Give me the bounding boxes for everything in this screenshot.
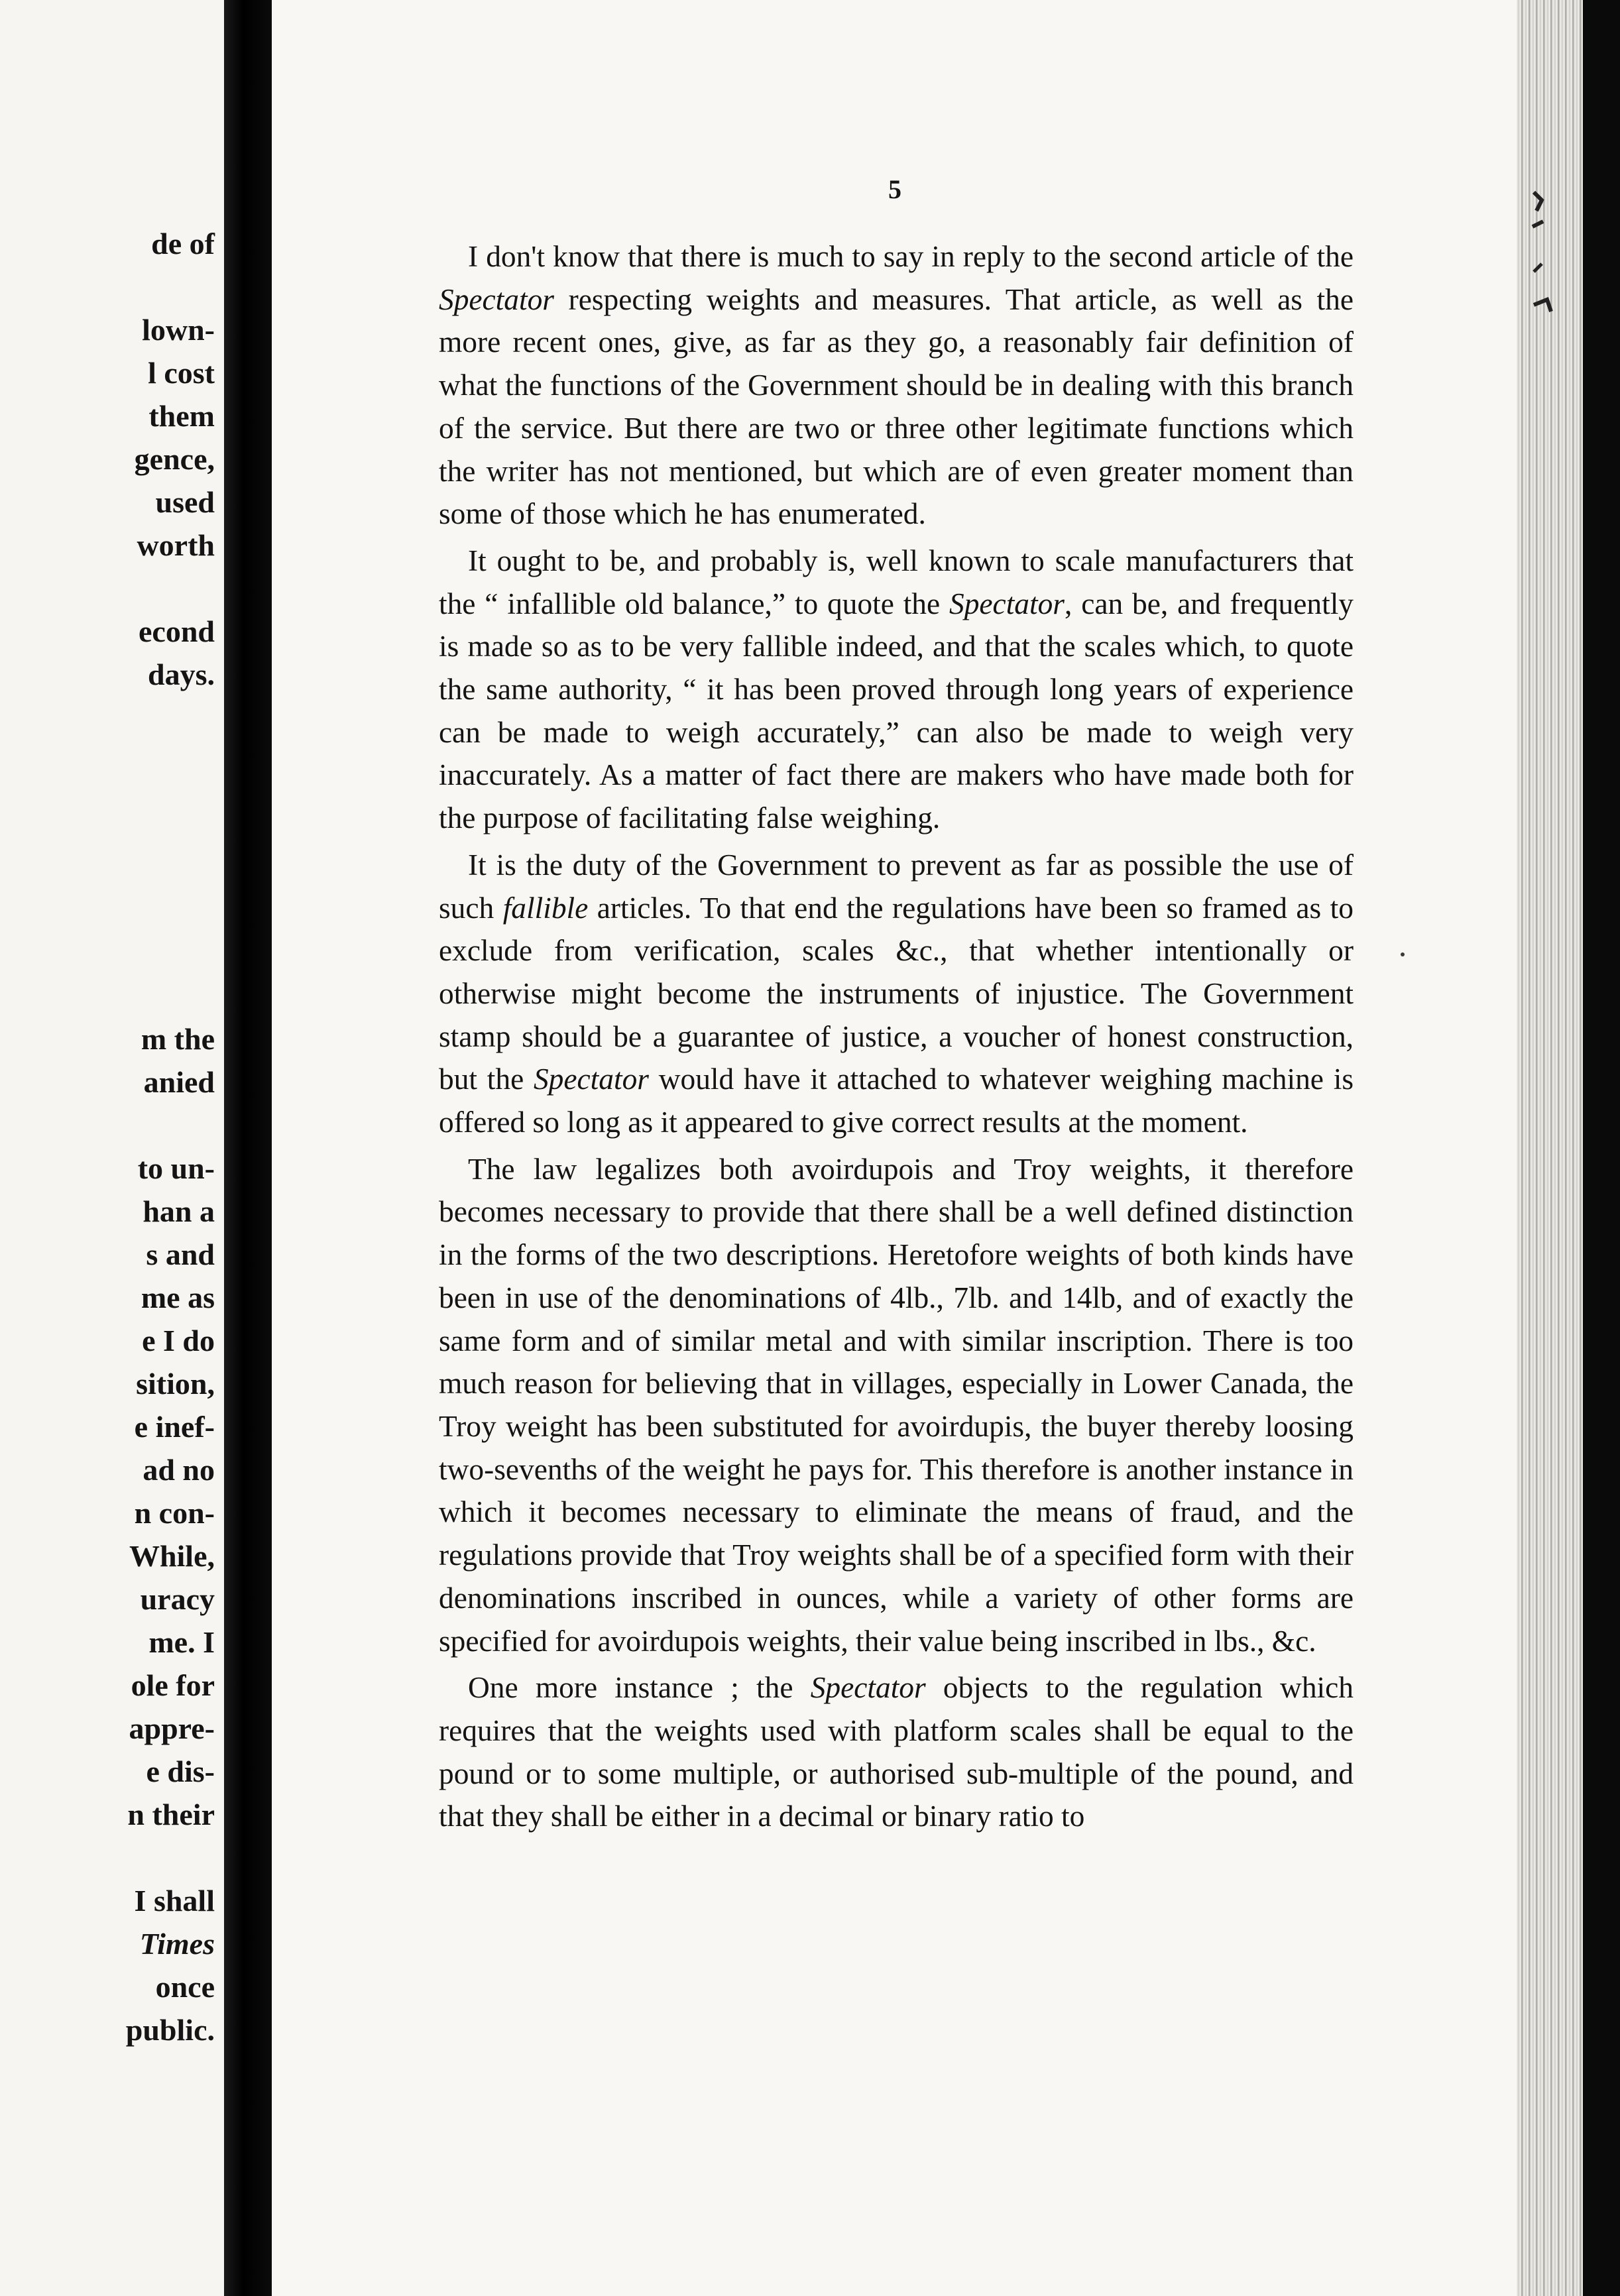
left-page-fragment: anied xyxy=(143,1065,215,1099)
paragraph xyxy=(439,1148,1354,1662)
left-page-fragment: han a xyxy=(143,1194,215,1228)
edge-mark xyxy=(1534,192,1542,211)
text-run: , can be, and frequently is made so as to be very fallible indeed, and that the scales which, to quote the same authority, “ it has been proved through long years of experience can be made to weigh accurately,” can also be made to weigh very inaccurately. As a matter of fact there are makers who have made both for the purpose of facilitating false weighing. xyxy=(439,587,1354,835)
left-page-fragment: uracy xyxy=(140,1582,215,1616)
italic-text: Spectator xyxy=(439,282,554,316)
left-page xyxy=(0,0,224,2296)
left-page-fragment: s and xyxy=(146,1237,215,1271)
ink-speck xyxy=(1401,952,1405,956)
left-page-fragment: them xyxy=(148,399,215,433)
left-page-fragment: n con- xyxy=(134,1496,215,1530)
left-page-fragment: Times xyxy=(139,1927,215,1961)
left-page-fragment: ole for xyxy=(131,1668,215,1702)
left-page-fragment: to un- xyxy=(137,1151,215,1185)
left-page-fragment: lown- xyxy=(142,313,215,347)
left-page-fragment: e dis- xyxy=(146,1754,215,1788)
left-page-fragment: sition, xyxy=(136,1367,215,1401)
left-page-fragment: me as xyxy=(141,1281,215,1314)
left-page-fragment: de of xyxy=(151,227,215,260)
left-page-text-fragments xyxy=(0,0,224,2296)
right-shadow xyxy=(1583,0,1620,2296)
left-page-fragment: e inef- xyxy=(134,1410,215,1444)
italic-text: Spectator xyxy=(533,1062,649,1096)
paragraph xyxy=(439,235,1354,536)
edge-marks xyxy=(1522,186,1562,338)
left-page-fragment: worth xyxy=(137,528,215,562)
left-page-fragment: once xyxy=(155,1970,215,2004)
page-edge-stack xyxy=(1517,0,1583,2296)
text-run: I don't know that there is much to say in reply to the second article of the xyxy=(468,240,1354,273)
left-page-fragment: days. xyxy=(148,658,215,691)
italic-text: Spectator xyxy=(810,1671,926,1705)
edge-mark xyxy=(1534,264,1542,272)
book-gutter xyxy=(224,0,272,2296)
text-run: It is the duty of the Government to prevent as far as possible the use of such xyxy=(439,848,1354,925)
edge-mark xyxy=(1533,221,1543,227)
page-number: 5 xyxy=(888,174,901,204)
left-page-fragment: me. I xyxy=(148,1625,215,1659)
left-page-fragment: ad no xyxy=(143,1453,215,1487)
text-run: would have it attached to whatever weighing machine is offered so long as it appeared to give correct results at the moment. xyxy=(439,1062,1354,1139)
left-page-fragment: public. xyxy=(125,2013,215,2047)
paragraph xyxy=(439,1666,1354,1838)
text-run: objects to the regulation which requires that the weights used with platform scales shall be equal to the pound or to some multiple, or authorised sub-multiple of the pound, and that they shall be either in a decimal or binary ratio to xyxy=(439,1671,1354,1833)
left-page-fragment: econd xyxy=(139,614,215,648)
text-run: respecting weights and measures. That article, as well as the more recent ones, give, as far as they go, a reasonably fair definition of what the functions of the Government should be in dealing with this branch of the service. But there are two or three other legitimate functions which the writer has not mentioned, but which are of even greater moment than some of those which he has enumerated. xyxy=(439,282,1354,531)
italic-text: fallible xyxy=(502,891,589,925)
text-run: The law legalizes both avoirdupois and Troy weights, it therefore becomes necessary to provide that there shall be a well defined distinction in the forms of the two descriptions. Heretofore weights of both kinds have been in use of the denominations of 4lb., 7lb. and 14lb, and of exactly the same form and of similar metal and with similar inscription. There is too much reason for believing that in villages, especially in Lower Canada, the Troy weight has been substituted for avoirdupis, the buyer thereby loosing two-sevenths of the weight he pays for. This therefore is another instance in which it becomes necessary to eliminate the means of fraud, and the regulations provide that Troy weights shall be of a specified form with their denominations inscribed in ounces, while a variety of other forms are specified for avoirdupois weights, their value being inscribed in lbs., &c. xyxy=(439,1152,1354,1658)
left-page-fragment: While, xyxy=(129,1539,215,1573)
left-page-fragment: l cost xyxy=(148,356,215,390)
paragraph xyxy=(439,540,1354,840)
edge-mark xyxy=(1534,300,1551,312)
page-body-text xyxy=(439,235,1354,1838)
paragraph xyxy=(439,844,1354,1144)
text-run: articles. To that end the regulations have been so framed as to exclude from verification, scales &c., that whether intentionally or otherwise might become the instruments of injustice. The Government stamp should be a guarantee of justice, a voucher of honest construction, but the xyxy=(439,891,1354,1096)
italic-text: Spectator xyxy=(949,587,1065,620)
left-page-fragment: I shall xyxy=(134,1884,215,1918)
left-page-fragment: m the xyxy=(141,1022,215,1056)
left-page-fragment: appre- xyxy=(129,1711,215,1745)
left-page-fragment: n their xyxy=(127,1798,215,1831)
left-page-fragment: used xyxy=(155,485,215,519)
text-run: It ought to be, and probably is, well known to scale manufacturers that the “ infallible old balance,” to quote the xyxy=(439,544,1354,620)
text-run: One more instance ; the xyxy=(468,1671,811,1705)
left-page-fragment: e I do xyxy=(142,1324,215,1357)
left-page-fragment: gence, xyxy=(134,442,215,476)
